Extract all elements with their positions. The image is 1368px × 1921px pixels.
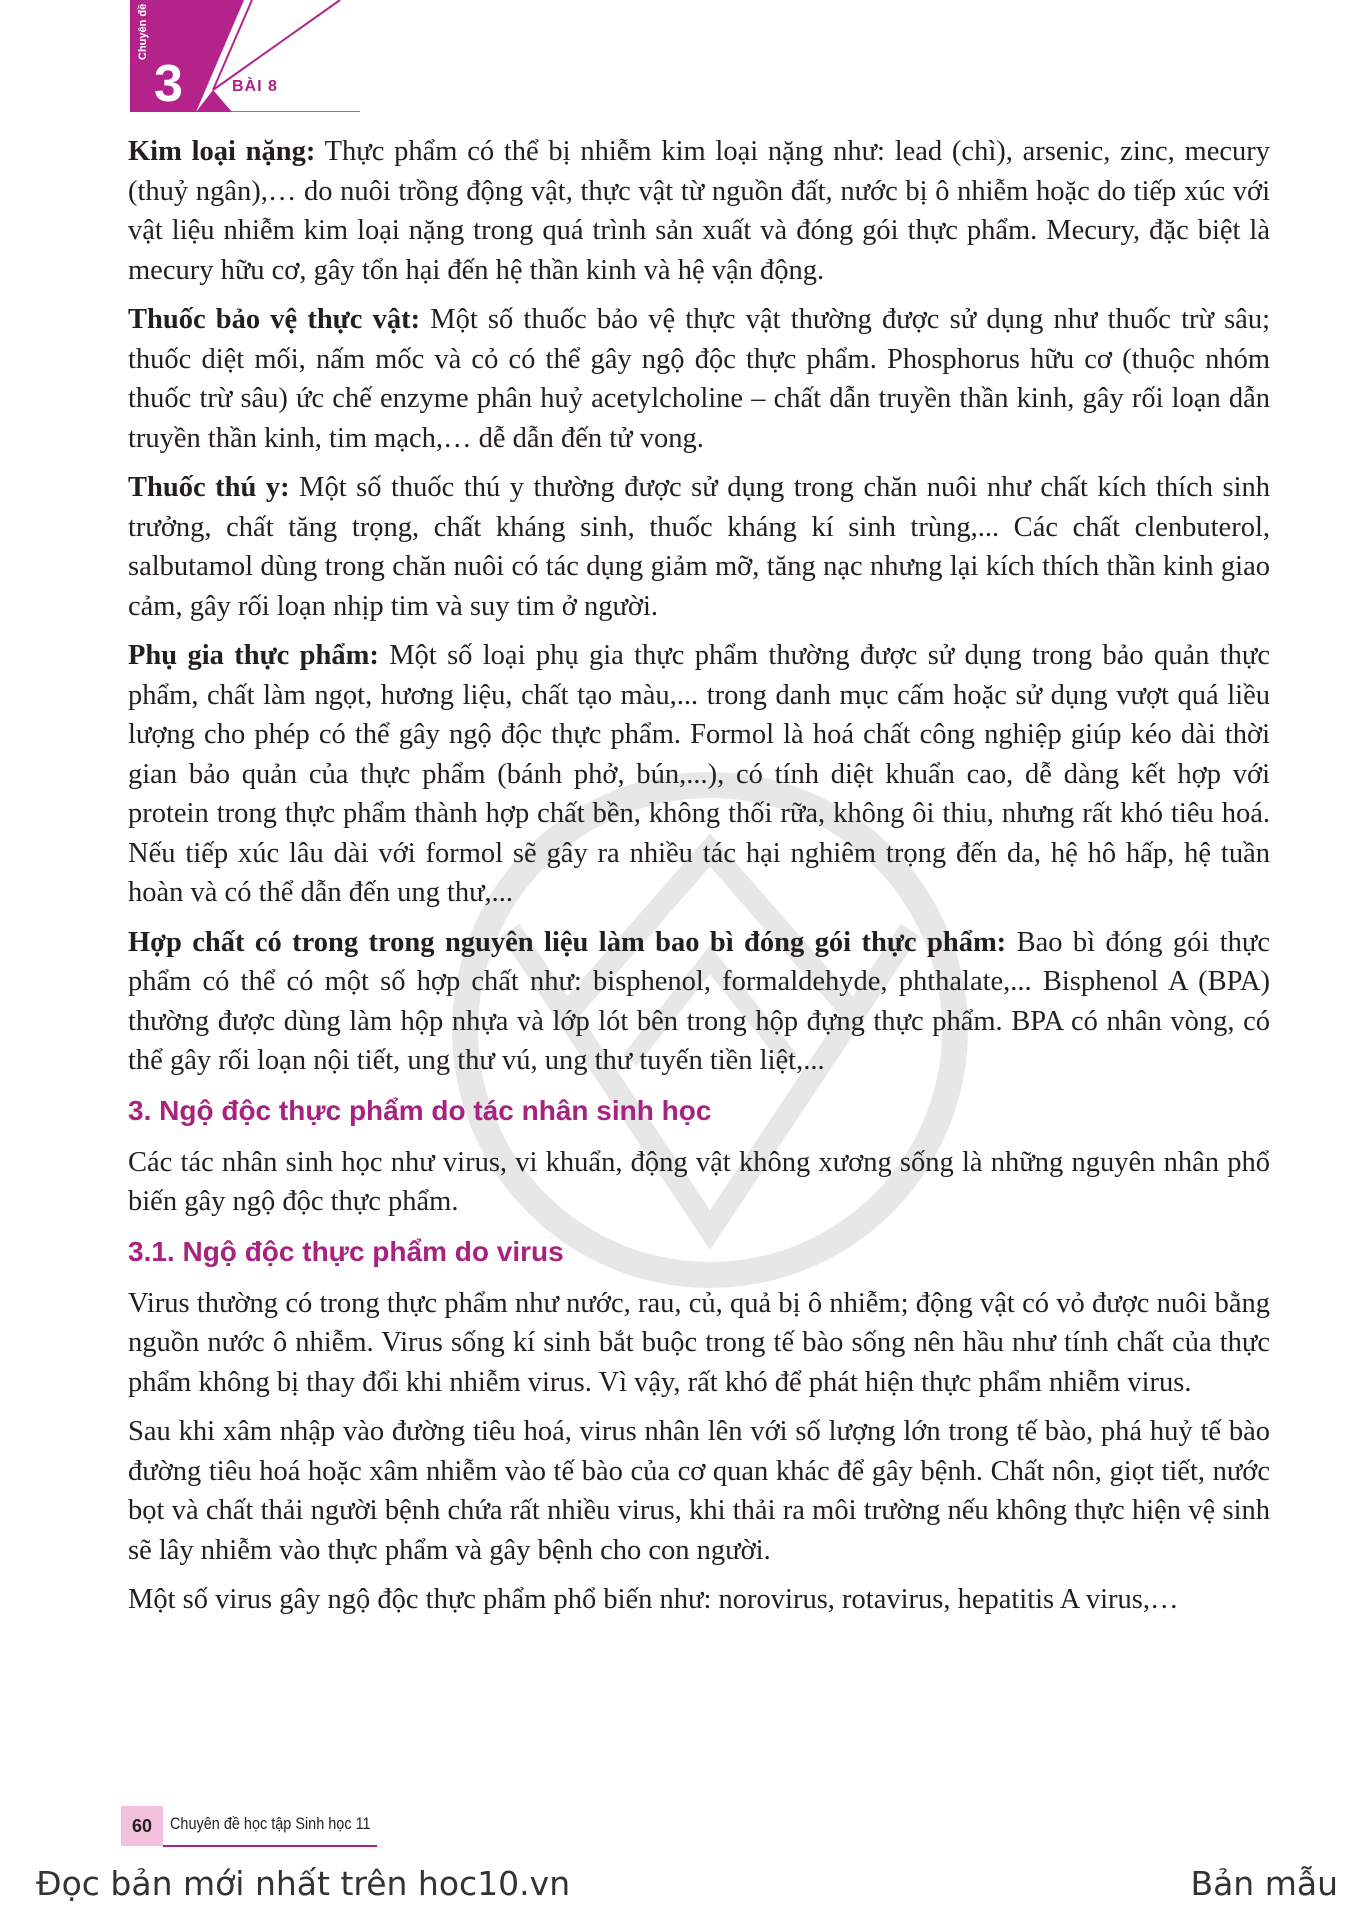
sample-label: Bản mẫu [1190,1864,1338,1903]
paragraph-pesticides [128,300,1270,458]
text-veterinary-drugs: Một số thuốc thú y thường được sử dụng trong chăn nuôi như chất kích thích sinh trưởng, chất tăng trọng, chất kháng sinh, thuốc kháng kí sinh trùng,... Các chất clenbuterol, salbutamol dùng trong chăn nuôi có tác dụng giảm mỡ, tăng nạc nhưng lại kích thích thần kinh giao cảm, gây rối loạn nhịp tim và suy tim ở người. [128,472,1270,622]
paragraph-food-additives [128,636,1270,913]
paragraph-veterinary-drugs [128,468,1270,626]
term-packaging: Hợp chất có trong trong nguyên liệu làm bao bì đóng gói thực phẩm: [128,926,1007,958]
section-heading-3: 3. Ngộ độc thực phẩm do tác nhân sinh học [128,1094,712,1126]
text-food-additives: Một số loại phụ gia thực phẩm thường được sử dụng trong bảo quản thực phẩm, chất làm ngọt, hương liệu, chất tạo màu,... trong danh mục cấm hoặc sử dụng vượt quá liều lượng cho phép có thể gây ngộ độc thực phẩm. Formol là hoá chất công nghiệp giúp kéo dài thời gian bảo quản của thực phẩm (bánh phở, bún,...), có tính diệt khuẩn cao, dễ dàng kết hợp với protein trong thực phẩm thành hợp chất bền, không thối rữa, không ôi thiu, nhưng rất khó tiêu hoá. Nếu tiếp xúc lâu dài với formol sẽ gây ra nhiều tác hại nghiêm trọng đến da, hệ hô hấp, hệ tuần hoàn và có thể dẫn đến ung thư,... [128,640,1270,908]
term-heavy-metals: Kim loại nặng: [128,136,316,167]
paragraph-virus-examples: Một số virus gây ngộ độc thực phẩm phổ biến như: norovirus, rotavirus, hepatitis A virus,… [128,1584,1179,1615]
page-content [128,132,1270,1630]
paragraph-biological-agents: Các tác nhân sinh học như virus, vi khuẩn, động vật không xương sống là những nguyên nhân phổ biến gây ngộ độc thực phẩm. [128,1146,1270,1217]
paragraph-virus-sources: Virus thường có trong thực phẩm như nước, rau, củ, quả bị ô nhiễm; động vật có vỏ được nuôi bằng nguồn nước ô nhiễm. Virus sống kí sinh bắt buộc trong tế bào sống nên hầu như tính chất của thực phẩm không bị thay đổi khi nhiễm virus. Vì vậy, rất khó để phát hiện thực phẩm nhiễm virus. [128,1287,1270,1398]
page-number: 60 [121,1806,163,1846]
topic-label: Chuyên đề [137,3,149,60]
book-title: Chuyên đề học tập Sinh học 11 [170,1814,371,1833]
paragraph-virus-infection: Sau khi xâm nhập vào đường tiêu hoá, virus nhân lên với số lượng lớn trong tế bào, phá huỷ tế bào đường tiêu hoá hoặc xâm nhiễm vào tế bào của cơ quan khác để gây bệnh. Chất nôn, giọt tiết, nước bọt và chất thải người bệnh chứa rất nhiều virus, khi thải ra môi trường nếu không thực hiện vệ sinh sẽ lây nhiễm vào thực phẩm và gây bệnh cho con người. [128,1416,1270,1566]
text-packaging: Bao bì đóng gói thực phẩm có thể có một số hợp chất như: bisphenol, formaldehyde, phthalate,... Bisphenol A (BPA) thường được dùng làm hộp nhựa và lớp lót bên trong hộp đựng thực phẩm. BPA có nhân vòng, có thể gây rối loạn nội tiết, ung thư vú, ung thư tuyến tiền liệt,... [128,926,1270,1076]
text-pesticides: Một số thuốc bảo vệ thực vật thường được sử dụng như thuốc trừ sâu; thuốc diệt mối, nấm mốc và cỏ có thể gây ngộ độc thực phẩm. Phosphorus hữu cơ (thuộc nhóm thuốc trừ sâu) ức chế enzyme phân huỷ acetylcholine – chất dẫn truyền thần kinh, gây rối loạn dẫn truyền thần kinh, tim mạch,… dễ dẫn đến tử vong. [128,304,1270,454]
lesson-label: BÀI 8 [232,78,278,95]
term-food-additives: Phụ gia thực phẩm: [128,640,379,671]
text-heavy-metals: Thực phẩm có thể bị nhiễm kim loại nặng như: lead (chì), arsenic, zinc, mecury (thuỷ ngân),… do nuôi trồng động vật, thực vật từ nguồn đất, nước bị ô nhiễm hoặc do tiếp xúc với vật liệu nhiễm kim loại nặng trong quá trình sản xuất và đóng gói thực phẩm. Mecury, đặc biệt là mecury hữu cơ, gây tổn hại đến hệ thần kinh và hệ vận động. [128,136,1270,286]
term-pesticides: Thuốc bảo vệ thực vật: [128,304,421,335]
term-veterinary-drugs: Thuốc thú y: [128,472,290,503]
topic-number: 3 [154,55,183,113]
paragraph-packaging [128,923,1270,1081]
footer-divider [163,1845,377,1847]
section-heading-3-1: 3.1. Ngộ độc thực phẩm do virus [128,1235,564,1267]
paragraph-heavy-metals [128,132,1270,290]
latest-version-link[interactable]: Đọc bản mới nhất trên hoc10.vn [36,1864,571,1903]
